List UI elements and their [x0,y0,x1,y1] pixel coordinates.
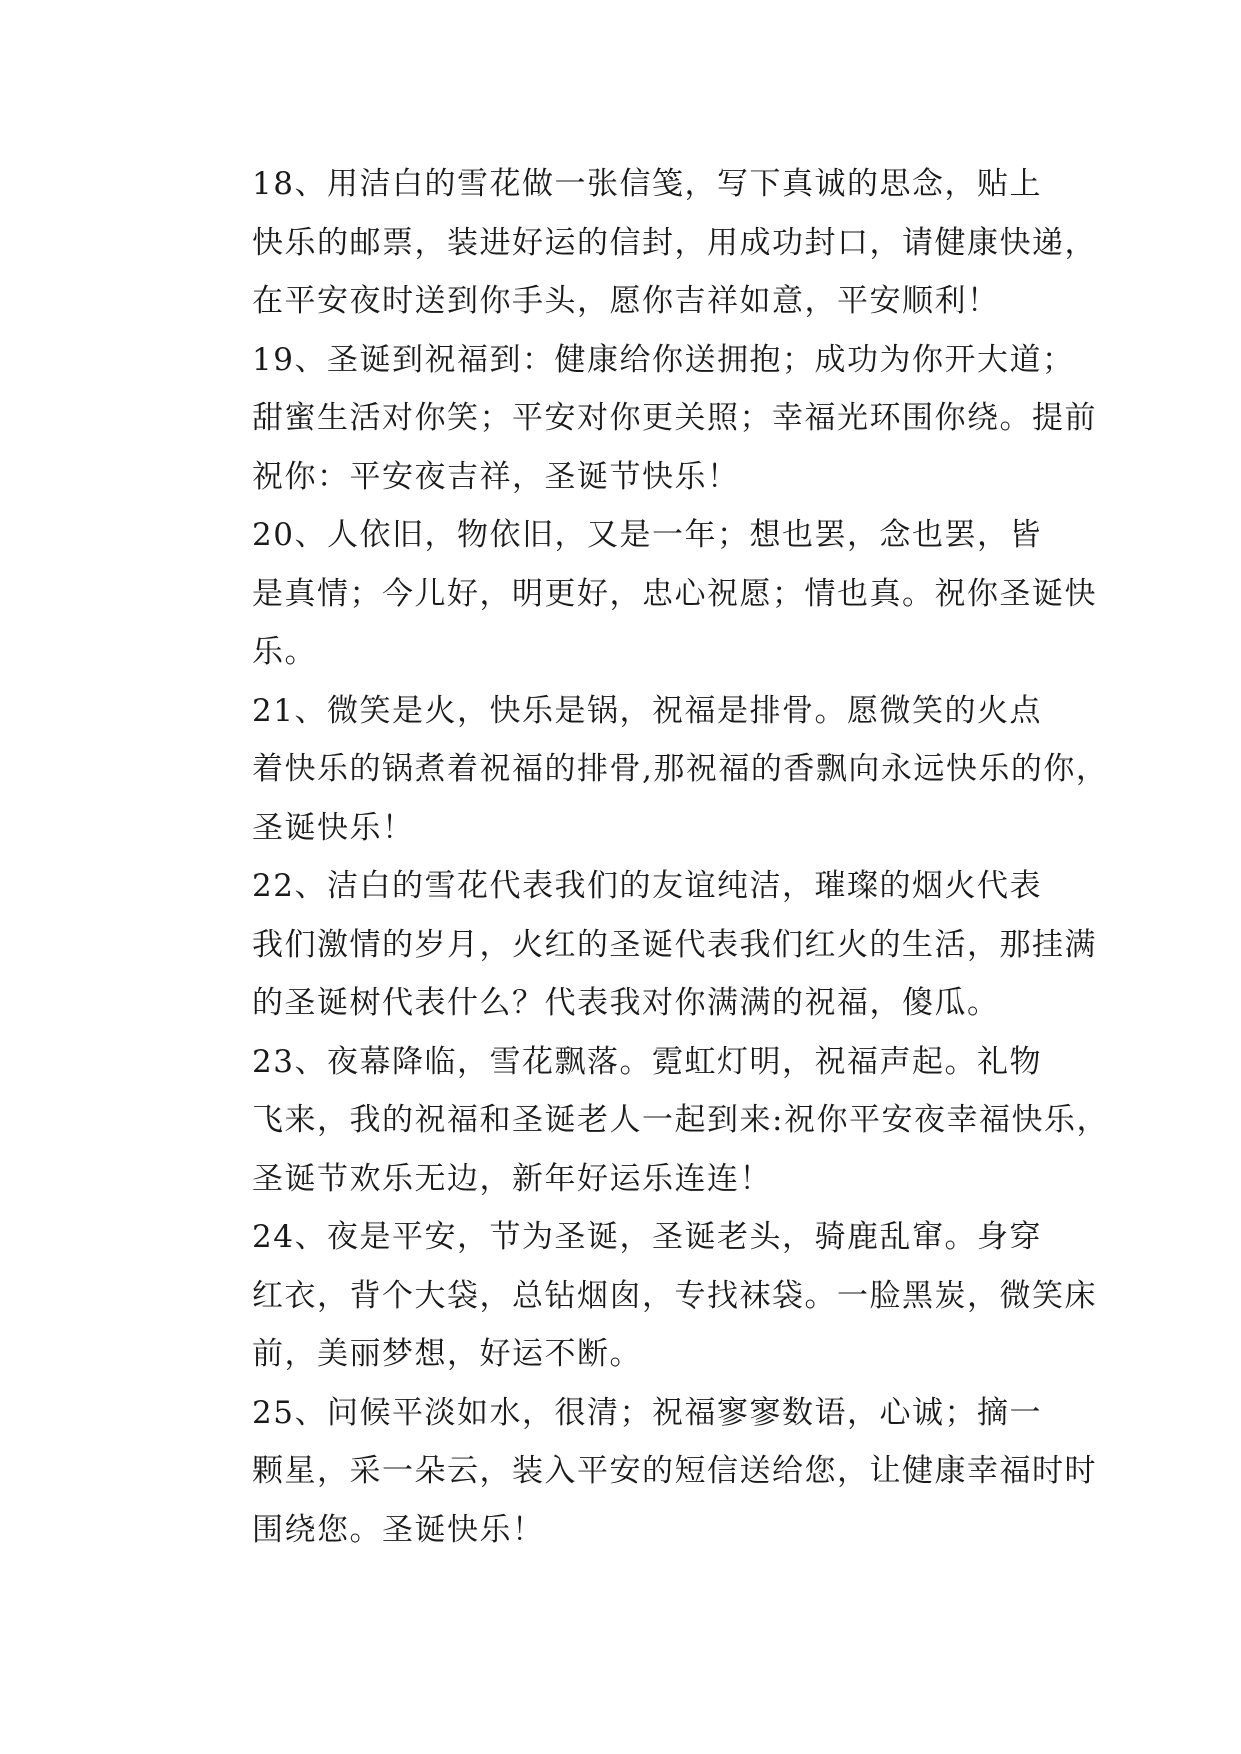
paragraph-line: 的圣诞树代表什么？代表我对你满满的祝福，傻瓜。 [252,985,1000,1021]
paragraph-line: 甜蜜生活对你笑；平安对你更关照；幸福光环围你绕。提前 [252,400,1097,436]
paragraph-22 [190,857,1097,1033]
paragraph-line: 飞来，我的祝福和圣诞老人一起到来:祝你平安夜幸福快乐， [252,1102,1109,1138]
paragraph-line: 圣诞节欢乐无边，新年好运乐连连！ [252,1160,772,1197]
paragraph-24 [190,1208,1097,1384]
paragraph-line: 前，美丽梦想，好运不断。 [252,1336,642,1372]
paragraph-line: 着快乐的锅煮着祝福的排骨,那祝福的香飘向永远快乐的你， [252,751,1109,787]
paragraph-line: 我们激情的岁月，火红的圣诞代表我们红火的生活，那挂满 [252,926,1097,963]
paragraph-line: 祝你：平安夜吉祥，圣诞节快乐！ [252,458,740,495]
paragraph-line: 颗星，采一朵云，装入平安的短信送给您，让健康幸福时时 [252,1453,1097,1489]
paragraph-line: 乐。 [252,634,317,670]
paragraph-line: 围绕您。圣诞快乐！ [252,1511,545,1548]
paragraph-line: 23、夜幕降临，雪花飘落。霓虹灯明，祝福声起。礼物 [252,1043,1042,1080]
paragraph-line: 22、洁白的雪花代表我们的友谊纯洁，璀璨的烟火代表 [252,868,1042,904]
paragraph-line: 25、问候平淡如水，很清；祝福寥寥数语，心诚；摘一 [252,1394,1042,1431]
paragraph-line: 18、用洁白的雪花做一张信笺，写下真诚的思念，贴上 [252,166,1042,202]
paragraph-23 [190,1033,1109,1209]
paragraph-21 [190,682,1109,858]
paragraph-line: 20、人依旧，物依旧，又是一年；想也罢，念也罢，皆 [252,517,1042,553]
paragraph-line: 快乐的邮票，装进好运的信封，用成功封口，请健康快递， [252,224,1097,261]
document-body [190,155,1109,1559]
paragraph-19 [190,331,1097,507]
paragraph-line: 在平安夜时送到你手头，愿你吉祥如意，平安顺利！ [252,283,1000,319]
paragraph-25 [190,1384,1097,1560]
paragraph-line: 19、圣诞到祝福到：健康给你送拥抱；成功为你开大道； [252,341,1075,378]
paragraph-line: 24、夜是平安，节为圣诞，圣诞老头，骑鹿乱窜。身穿 [252,1219,1042,1255]
paragraph-line: 红衣，背个大袋，总钻烟囱，专找袜袋。一脸黑炭，微笑床 [252,1277,1097,1314]
paragraph-18 [190,155,1097,331]
paragraph-20 [190,506,1097,682]
paragraph-line: 是真情；今儿好，明更好，忠心祝愿；情也真。祝你圣诞快 [252,575,1097,612]
paragraph-line: 圣诞快乐！ [252,809,415,846]
paragraph-line: 21、微笑是火，快乐是锅，祝福是排骨。愿微笑的火点 [252,692,1042,729]
